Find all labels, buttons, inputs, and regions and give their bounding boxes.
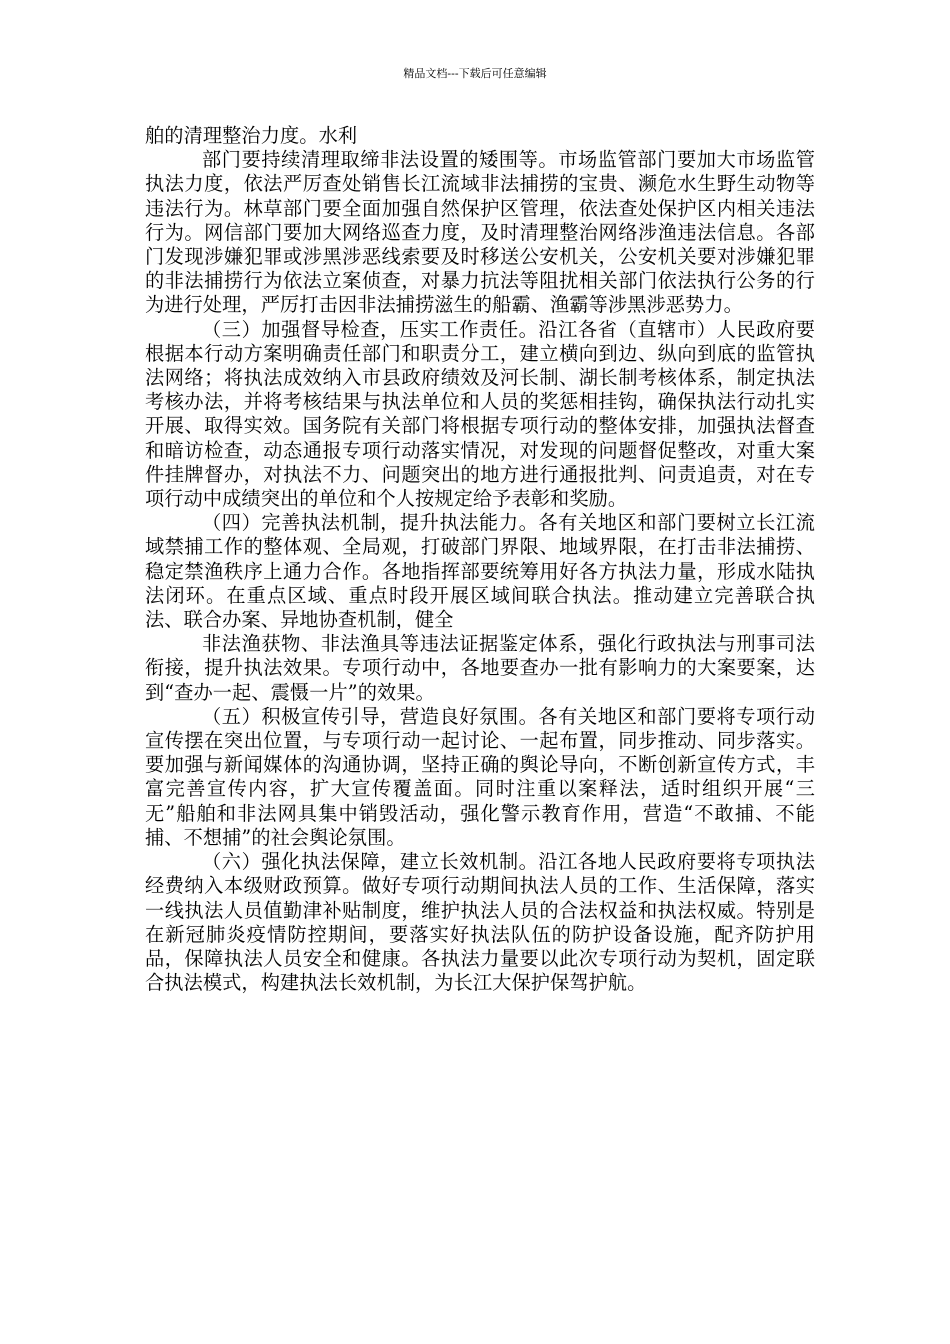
paragraph-section-5: （五）积极宣传引导，营造良好氛围。各有关地区和部门要将专项行动宣传摆在突出位置，与专项行动一起讨论、一起布置，同步推动、同步落实。要加强与新闻媒体的沟通协调，坚持正确的舆论导向，不断创新宣传方式，丰富完善宣传内容，扩大宣传覆盖面。同时注重以案释法，适时组织开展“三无”船舶和非法网具集中销毁活动，强化警示教育作用，营造“不敢捕、不能捕、不想捕”的社会舆论氛围。 xyxy=(145,704,815,849)
paragraph-2: 部门要持续清理取缔非法设置的矮围等。市场监管部门要加大市场监管执法力度，依法严厉查处销售长江流域非法捕捞的宝贵、濒危水生野生动物等违法行为。林草部门要全面加强自然保护区管理，依法查处保护区内相关违法行为。网信部门要加大网络巡查力度，及时清理整治网络涉渔违法信息。各部门发现涉嫌犯罪或涉黑涉恶线索要及时移送公安机关，公安机关要对涉嫌犯罪的非法捕捞行为依法立案侦查，对暴力抗法等阻扰相关部门依法执行公务的行为进行处理，严厉打击因非法捕捞滋生的船霸、渔霸等涉黑涉恶势力。 xyxy=(145,148,815,317)
page-header: 精品文档---下载后可任意编辑 xyxy=(403,67,547,80)
paragraph-section-3: （三）加强督导检查，压实工作责任。沿江各省（直辖市）人民政府要根据本行动方案明确责任部门和职责分工，建立横向到边、纵向到底的监管执法网络；将执法成效纳入市县政府绩效及河长制、湖长制考核体系，制定执法考核办法，并将考核结果与执法单位和人员的奖惩相挂钩，确保执法行动扎实开展、取得实效。国务院有关部门将根据专项行动的整体安排，加强执法督查和暗访检查，动态通报专项行动落实情况，对发现的问题督促整改，对重大案件挂牌督办，对执法不力、问题突出的地方进行通报批判、问责追责，对在专项行动中成绩突出的单位和个人按规定给予表彰和奖励。 xyxy=(145,317,815,511)
document-body xyxy=(145,124,815,995)
paragraph-section-4: （四）完善执法机制，提升执法能力。各有关地区和部门要树立长江流域禁捕工作的整体观、全局观，打破部门界限、地域界限，在打击非法捕捞、稳定禁渔秩序上通力合作。各地指挥部要统筹用好各方执法力量，形成水陆执法闭环。在重点区域、重点时段开展区域间联合执法。推动建立完善联合执法、联合办案、异地协查机制，健全 xyxy=(145,511,815,632)
paragraph-section-6: （六）强化执法保障，建立长效机制。沿江各地人民政府要将专项执法经费纳入本级财政预算。做好专项行动期间执法人员的工作、生活保障，落实一线执法人员值勤津补贴制度，维护执法人员的合法权益和执法权威。特别是在新冠肺炎疫情防控期间，要落实好执法队伍的防护设备设施，配齐防护用品，保障执法人员安全和健康。各执法力量要以此次专项行动为契机，固定联合执法模式，构建执法长效机制，为长江大保护保驾护航。 xyxy=(145,850,815,995)
paragraph-section-4-continued: 非法渔获物、非法渔具等违法证据鉴定体系，强化行政执法与刑事司法衔接，提升执法效果。专项行动中，各地要查办一批有影响力的大案要案，达到“查办一起、震慑一片”的效果。 xyxy=(145,632,815,704)
paragraph-1: 舶的清理整治力度。水利 xyxy=(145,124,358,147)
